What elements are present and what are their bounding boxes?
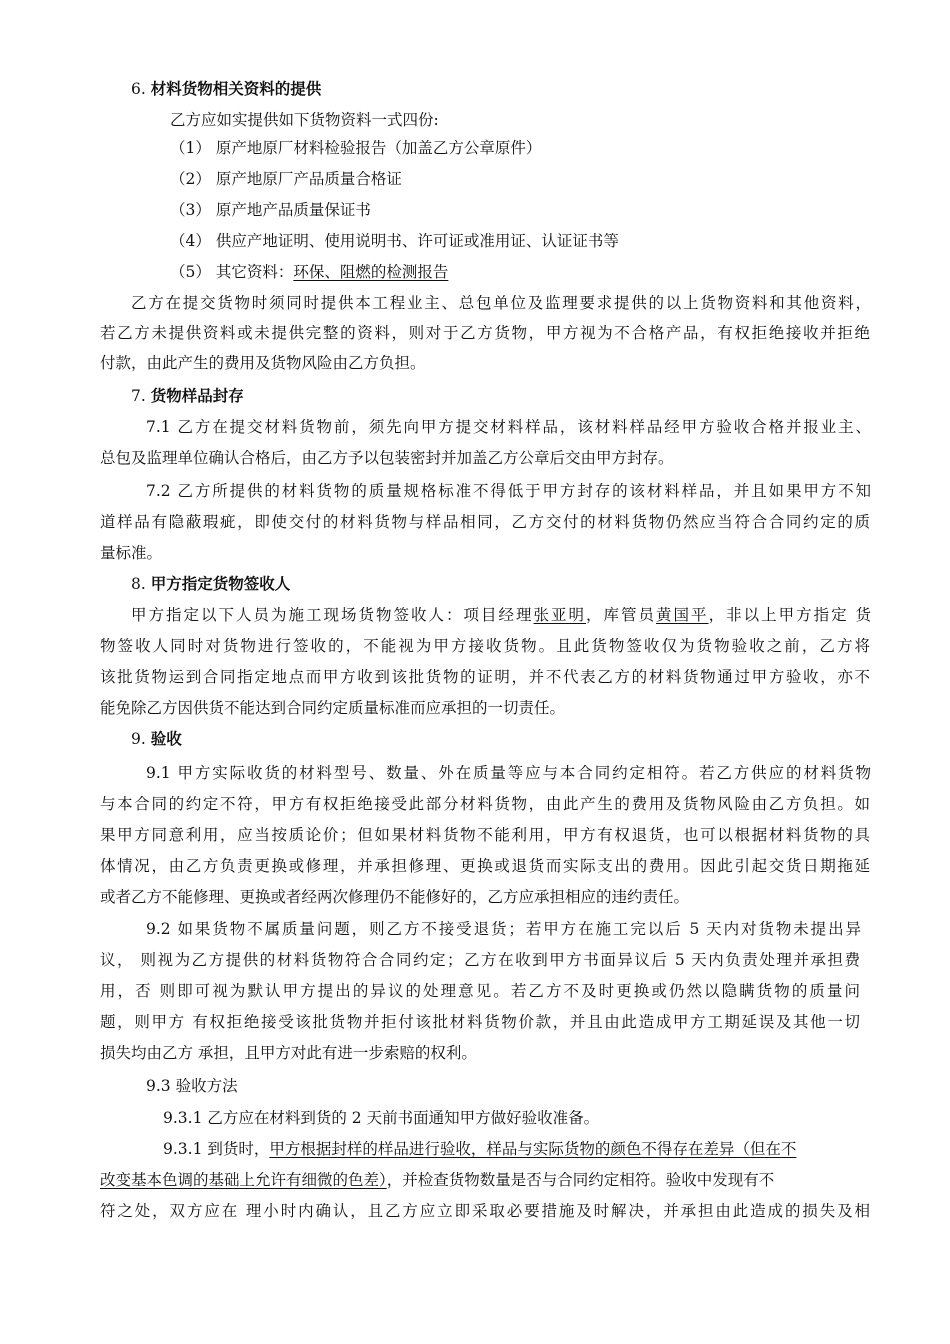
section-6-title: 材料货物相关资料的提供 (150, 80, 322, 98)
list-item (170, 231, 940, 251)
section-6-heading (131, 79, 901, 99)
paragraph-line: 9.3.1 乙方应在材料到货的 2 天前书面通知甲方做好验收准备。 (163, 1109, 600, 1127)
paragraph-line: 体情况，由乙方负责更换或修理，并承担修理、更换或退货而实际支出的费用。因此引起交货日期拖延 (100, 857, 870, 875)
paragraph-line: 该批货物运到合同指定地点而甲方收到该批货物的证明，并不代表乙方的材料货物通过甲方验收，亦不 (100, 668, 870, 686)
paragraph-line: 乙方在提交货物时须同时提供本工程业主、总包单位及监理要求提供的以上货物资料和其他资料， (131, 294, 871, 312)
list-item (170, 138, 940, 158)
paragraph-line: 或者乙方不能修理、更换或者经两次修理仍不能修好的，乙方应承担相应的违约责任。 (100, 888, 690, 906)
section-9-number: 9. (131, 730, 146, 748)
section-7-title: 货物样品封存 (150, 387, 244, 405)
section-9-3-title: 9.3 验收方法 (146, 1077, 238, 1095)
text-run: 9.3.1 到货时， (163, 1140, 270, 1158)
underlined-clause: 甲方根据封样的样品进行验收，样品与实际货物的颜色不得存在差异（但在不 (269, 1140, 797, 1158)
paragraph-line: 道样品有隐蔽瑕疵，即使交付的材料货物与样品相同，乙方交付的材料货物仍然应当符合合同约定的质 (100, 513, 870, 531)
list-item-text: 原产地原厂材料检验报告（加盖乙方公章原件） (215, 139, 542, 157)
list-item-number: （1） (170, 139, 211, 157)
section-9-heading (131, 729, 901, 749)
paragraph-line: 损失均由乙方 承担，且甲方对此有进一步索赔的权利。 (100, 1044, 477, 1062)
section-8-title: 甲方指定货物签收人 (150, 575, 291, 593)
warehouse-keeper-name: 黄国平 (656, 606, 709, 624)
list-item-number: （5） (170, 263, 211, 281)
list-item (170, 200, 940, 220)
section-6-intro: 乙方应如实提供如下货物资料一式四份: (170, 111, 439, 129)
paragraph-line: 7.1 乙方在提交材料货物前，须先向甲方提交材料样品，该材料样品经甲方验收合格并报业主、 (146, 418, 871, 436)
text-run: 甲方指定以下人员为施工现场货物签收人：项目经理 (131, 606, 534, 624)
paragraph-line: 付款，由此产生的费用及货物风险由乙方负担。 (100, 354, 426, 372)
other-docs-value: 环保、阻燃的检测报告 (293, 263, 449, 281)
section-8-number: 8. (131, 575, 146, 593)
paragraph-line: 物签收人同时对货物进行签收的，不能视为甲方接收货物。且此货物签收仅为货物验收之前，乙方将 (100, 637, 870, 655)
paragraph-line: 议， 则视为乙方提供的材料货物符合合同约定；乙方在收到甲方书面异议后 5 天内负责处理并承担费 (100, 951, 860, 969)
list-item-number: （2） (170, 170, 211, 188)
list-item-text: 其它资料： (215, 263, 294, 281)
paragraph-line: 能免除乙方因供货不能达到合同约定质量标准而应承担的一切责任。 (100, 699, 566, 717)
paragraph-line: 9.2 如果货物不属质量问题，则乙方不接受退货；若甲方在施工完以后 5 天内对货物未提出异 (146, 920, 861, 938)
list-item-number: （3） (170, 201, 211, 219)
underlined-clause: 改变基本色调的基础上允许有细微的色差） (100, 1171, 387, 1189)
paragraph-line: 题，则甲方 有权拒绝接受该批货物并拒付该批材料货物价款，并且由此造成甲方工期延误及其他一切 (100, 1013, 860, 1031)
section-6-number: 6. (131, 80, 146, 98)
text-run: ，非以上甲方指定 货 (708, 606, 871, 624)
paragraph-line: 与本合同的约定不符，甲方有权拒绝接受此部分材料货物，由此产生的费用及货物风险由乙方负担。如 (100, 795, 870, 813)
text-run: ，库管员 (586, 606, 657, 624)
paragraph-line: 用，否 则即可视为默认甲方提出的异议的处理意见。若乙方不及时更换或仍然以隐瞒货物的质量问 (100, 982, 860, 1000)
list-item-text: 供应产地证明、使用说明书、许可证或准用证、认证证书等 (215, 232, 619, 250)
list-item (170, 262, 940, 282)
paragraph-line (100, 1170, 870, 1190)
text-run: ，并检查货物数量是否与合同约定相符。验收中发现有不 (386, 1171, 775, 1189)
list-item-number: （4） (170, 232, 211, 250)
paragraph-line: 若乙方未提供资料或未提供完整的资料，则对于乙方货物，甲方视为不合格产品，有权拒绝接收并拒绝 (100, 324, 870, 342)
list-item-text: 原产地产品质量保证书 (215, 201, 371, 219)
paragraph-line: 量标准。 (100, 544, 163, 562)
paragraph-line: 总包及监理单位确认合格后，由乙方予以包装密封并加盖乙方公章后交由甲方封存。 (100, 449, 674, 467)
paragraph-line: 符之处，双方应在 理小时内确认，且乙方应立即采取必要措施及时解决，并承担由此造成的损失及相 (100, 1202, 870, 1220)
paragraph-line: 果甲方同意利用，应当按质论价；但如果材料货物不能利用，甲方有权退货，也可以根据材料货物的具 (100, 826, 870, 844)
paragraph-line (131, 605, 871, 625)
project-manager-name: 张亚明 (533, 606, 587, 624)
section-7-heading (131, 386, 901, 406)
paragraph-line: 9.1 甲方实际收货的材料型号、数量、外在质量等应与本合同约定相符。若乙方供应的材料货物 (146, 764, 871, 782)
paragraph-line: 7.2 乙方所提供的材料货物的质量规格标准不得低于甲方封存的该材料样品，并且如果甲方不知 (146, 482, 871, 500)
section-8-heading (131, 574, 901, 594)
paragraph-line (163, 1139, 871, 1159)
list-item (170, 169, 940, 189)
section-9-title: 验收 (150, 730, 182, 748)
list-item-text: 原产地原厂产品质量合格证 (215, 170, 402, 188)
section-7-number: 7. (131, 387, 146, 405)
